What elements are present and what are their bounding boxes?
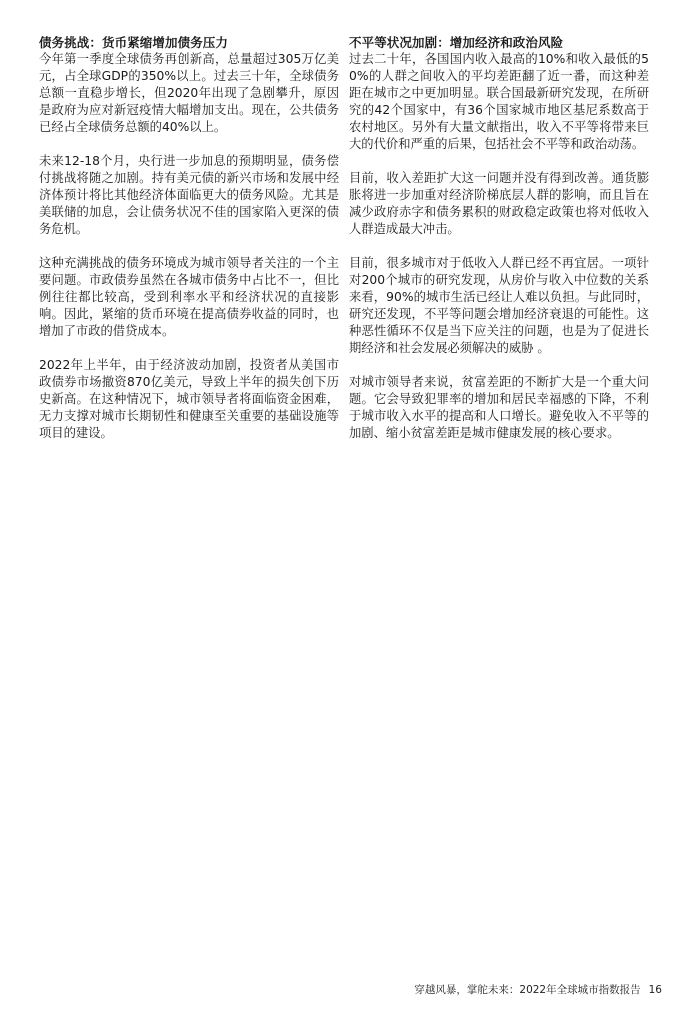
right-column — [349, 34, 649, 459]
left-column — [39, 34, 339, 459]
paragraph: 过去二十年，各国国内收入最高的10%和收入最低的50%的人群之间收入的平均差距翻了近一番，而这种差距在城市之中更加明显。联合国最新研究发现，在所研究的42个国家中，有36个国家城市地区基尼系数高于农村地区。另外有大量文献指出，收入不平等将带来巨大的代价和严重的后果，包括社会不平等和政治动荡。 — [349, 52, 649, 151]
section-title-debt: 债务挑战：货币紧缩增加债务压力 — [39, 35, 229, 50]
section-title-inequality: 不平等状况加剧：增加经济和政治风险 — [349, 35, 564, 50]
page-footer — [414, 982, 662, 997]
paragraph: 目前，很多城市对于低收入人群已经不再宜居。一项针对200个城市的研究发现，从房价与收入中位数的关系来看，90%的城市生活已经让人难以负担。与此同时，研究还发现，不平等问题会增加经济衰退的可能性。这种恶性循环不仅是当下应关注的问题，也是为了促进长期经济和社会发展必须解决的威胁 。 — [349, 256, 649, 355]
paragraph: 未来12-18个月，央行进一步加息的预期明显，债务偿付挑战将随之加剧。持有美元债的新兴市场和发展中经济体预计将比其他经济体面临更大的债务风险。尤其是美联储的加息，会让债务状况不佳的国家陷入更深的债务危机。 — [39, 154, 339, 236]
paragraph: 今年第一季度全球债务再创新高，总量超过305万亿美元，占全球GDP的350%以上。过去三十年，全球债务总额一直稳步增长，但2020年出现了急剧攀升，原因是政府为应对新冠疫情大幅增加支出。现在，公共债务已经占全球债务总额的40%以上。 — [39, 52, 339, 134]
paragraph: 对城市领导者来说，贫富差距的不断扩大是一个重大问题。它会导致犯罪率的增加和居民幸福感的下降，不利于城市收入水平的提高和人口增长。避免收入不平等的加剧、缩小贫富差距是城市健康发展的核心要求。 — [349, 375, 649, 440]
paragraph: 2022年上半年，由于经济波动加剧，投资者从美国市政债券市场撤资870亿美元，导致上半年的损失创下历史新高。在这种情况下，城市领导者将面临资金困难，无力支撑对城市长期韧性和健康至关重要的基础设施等项目的建设。 — [39, 358, 339, 440]
paragraph: 这种充满挑战的债务环境成为城市领导者关注的一个主要问题。市政债券虽然在各城市债务中占比不一，但比例往往都比较高，受到利率水平和经济状况的直接影响。因此，紧缩的货币环境在提高债券收益的同时，也增加了市政的借贷成本。 — [39, 256, 339, 338]
paragraph: 目前，收入差距扩大这一问题并没有得到改善。通货膨胀将进一步加重对经济阶梯底层人群的影响，而且旨在减少政府赤字和债务累积的财政稳定政策也将对低收入人群造成最大冲击。 — [349, 171, 649, 236]
page-number: 16 — [648, 984, 662, 996]
footer-report-title: 穿越风暴，掌舵未来：2022年全球城市指数报告 — [414, 984, 641, 996]
